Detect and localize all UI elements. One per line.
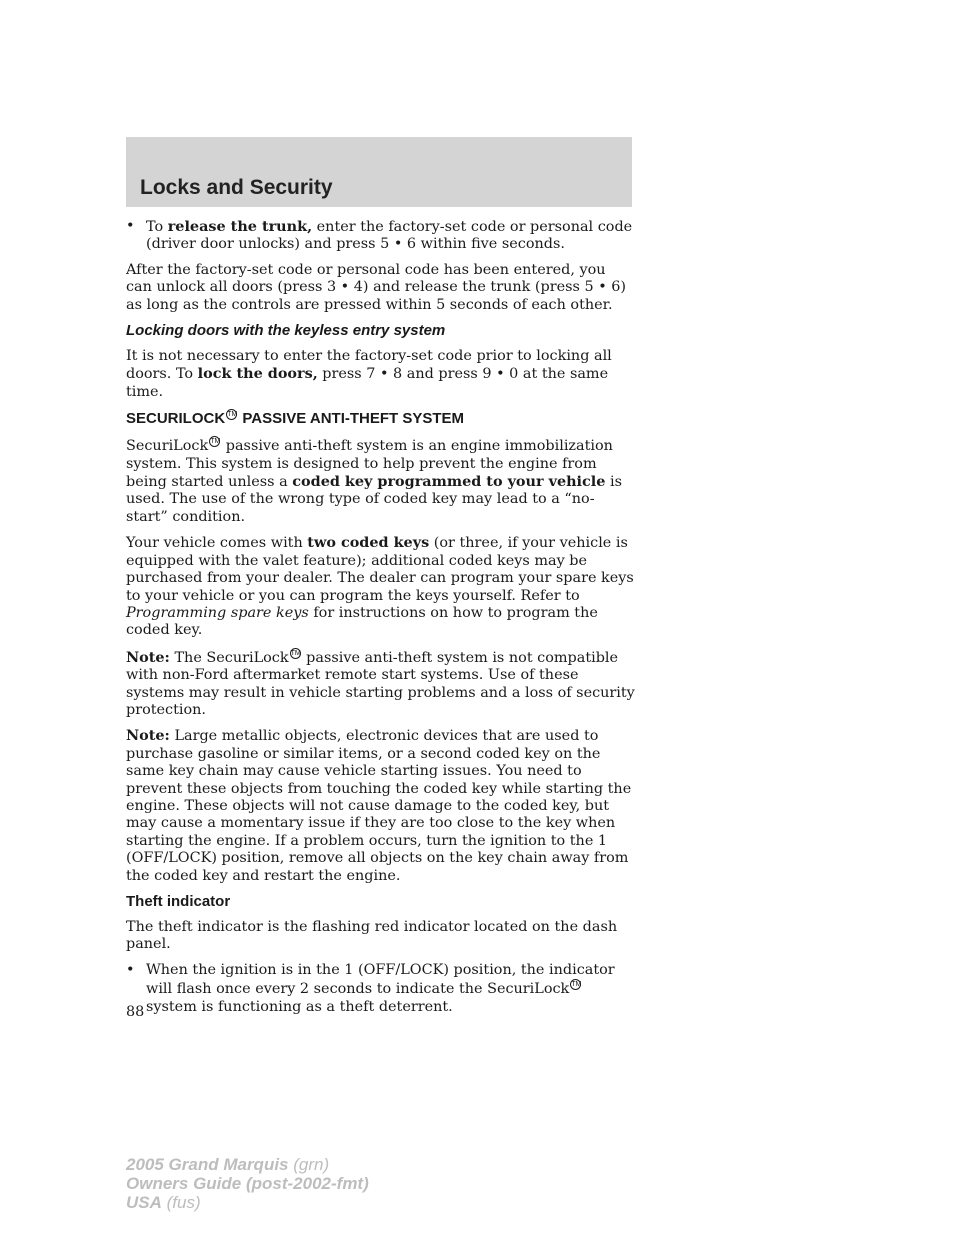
bold-term: coded key programmed to your vehicle: [292, 473, 606, 491]
page-content: [126, 218, 636, 1024]
trademark-icon: TM: [571, 981, 582, 989]
section-title: Locks and Security: [140, 176, 333, 199]
paragraph-theft-indicator: The theft indicator is the flashing red indicator located on the dash panel.: [126, 919, 618, 953]
note-metallic-objects: Note: Large metallic objects, electronic devices that are used to purchase gasoline or similar items, or a second coded key on the same key chain may cause vehicle starting issues. You need to prevent these objects from touching the coded key while starting the engine. These objects will not cause damage to the coded key, but may cause a momentary issue if they are too close to the key when starting the engine. If a problem occurs, turn the ignition to the 1 (OFF/LOCK) position, remove all objects on the key chain away from the coded key and restart the engine.: [126, 727, 632, 884]
bullet-dot: •: [126, 218, 135, 234]
bullet-indicator-flash: • When the ignition is in the 1 (OFF/LOCK) position, the indicator will flash once every 2 seconds to indicate the SecuriLock TM system is functioning as a theft deterrent.: [126, 961, 615, 1015]
bold-term: release the trunk,: [167, 218, 313, 235]
footer-line-2: Owners Guide (post-2002-fmt): [126, 1174, 369, 1193]
cross-reference: Programming spare keys: [126, 604, 309, 621]
page-number: 88: [126, 1004, 145, 1020]
bold-term: lock the doors,: [197, 365, 318, 383]
note-label: Note:: [126, 727, 170, 745]
paragraph-securilock-intro: SecuriLock TM passive anti-theft system is an engine immobilization system. This system is designed to help prevent the engine from being started unless a coded key programmed to your vehicle is used. The use of the wrong type of coded key may lead to a “no-start” condition.: [126, 438, 622, 525]
paragraph-lock-doors: It is not necessary to enter the factory-set code prior to locking all doors. To lock the doors, press 7 • 8 and press 9 • 0 at the same time.: [126, 348, 612, 400]
heading-theft-indicator: Theft indicator: [126, 893, 231, 910]
footer-line-3: USA (fus): [126, 1193, 201, 1212]
bullet-dot: •: [126, 961, 135, 978]
heading-securilock: SECURILOCK TM PASSIVE ANTI-THEFT SYSTEM: [126, 410, 465, 428]
section-header-bar: [126, 137, 632, 207]
trademark-icon: TM: [290, 649, 301, 657]
paragraph-coded-keys: Your vehicle comes with two coded keys (or three, if your vehicle is equipped with the valet feature); additional coded keys may be purchased from your dealer. The dealer can program your spare keys to your vehicle or you can program the keys yourself. Refer to Programming spare keys for instructions on how to program the coded key.: [126, 534, 634, 639]
footer-line-1: 2005 Grand Marquis (grn): [126, 1155, 330, 1174]
bold-term: two coded keys: [307, 534, 430, 552]
trademark-icon: TM: [227, 411, 238, 419]
trademark-icon: TM: [210, 438, 221, 446]
bullet-release-trunk: • To release the trunk, enter the factory-set code or personal code (driver door unlocks) and press 5 • 6 within five seconds.: [126, 218, 633, 253]
note-label: Note:: [126, 648, 170, 666]
note-remote-start: Note: The SecuriLock TM passive anti-theft system is not compatible with non-Ford aftermarket remote start systems. Use of these systems may result in vehicle starting problems and a loss of security protection.: [126, 648, 635, 718]
paragraph-unlock-all: After the factory-set code or personal code has been entered, you can unlock all doors (press 3 • 4) and release the trunk (press 5 • 6) as long as the controls are pressed within 5 seconds of each other.: [126, 261, 627, 313]
subheading-locking-doors: Locking doors with the keyless entry system: [126, 322, 446, 340]
document-footer: [126, 1155, 369, 1212]
